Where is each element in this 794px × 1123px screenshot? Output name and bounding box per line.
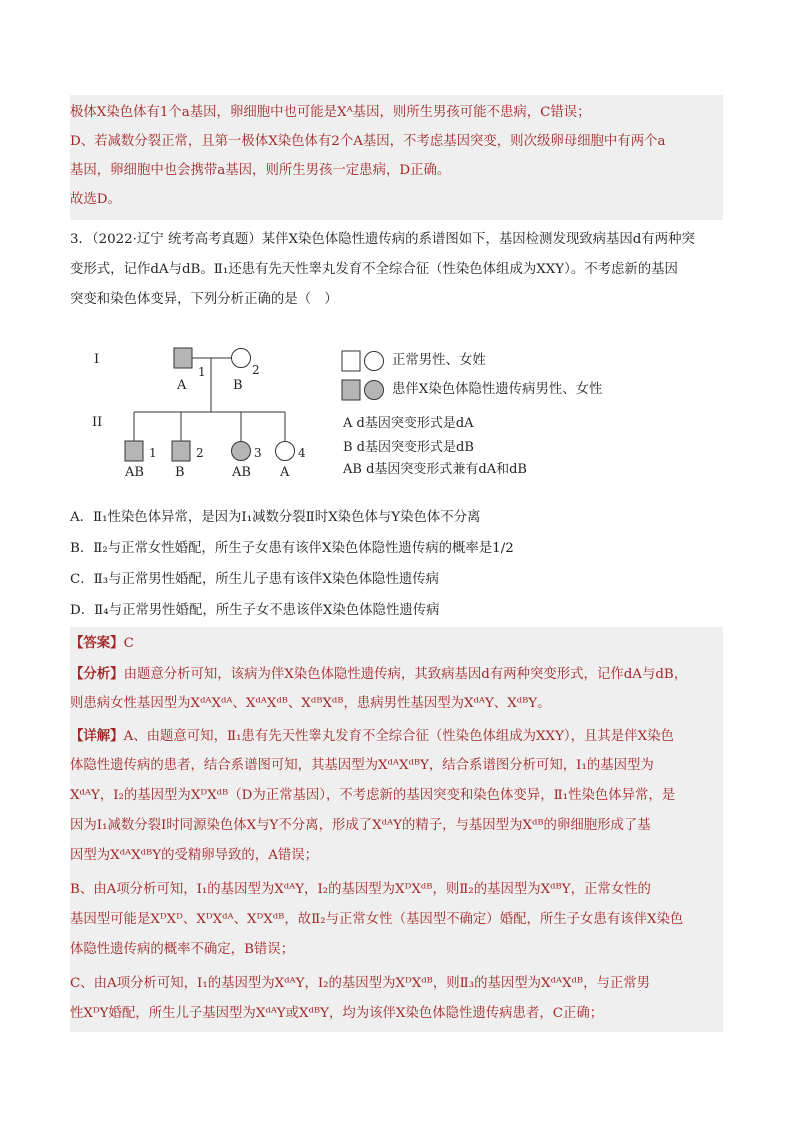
detail-line-8: 体隐性遗传病的概率不确定，B错误；	[70, 942, 295, 957]
II2-affected-male	[172, 441, 190, 461]
analysis-text-1: 由题意分析可知，该病为伴X染色体隐性遗传病，其致病基因d有两种突变形式，记作dA与dB，	[123, 667, 688, 682]
detail-line-10: 性XᴰY婚配，所生儿子基因型为XᵈᴬY或XᵈᴮY，均为该伴X染色体隐性遗传病患者，C正确；	[70, 1006, 604, 1021]
detail-tag: 【详解】	[70, 728, 124, 744]
II2-genotype: B	[175, 465, 185, 480]
note-b: B d基因突变形式是dB	[343, 440, 474, 455]
note-ab: AB d基因突变形式兼有dA和dB	[343, 462, 527, 477]
II1-number: 1	[149, 446, 157, 460]
legend-normal-male-symbol	[342, 351, 360, 371]
II3-number: 3	[254, 446, 262, 460]
answer-line	[70, 633, 134, 654]
II3-affected-female	[232, 442, 251, 461]
II1-affected-male	[125, 441, 143, 461]
detail-line-5: 因型为XᵈᴬXᵈᴮY的受精卵导致的，A错误；	[70, 848, 319, 863]
answer-tag: 【答案】	[70, 635, 124, 651]
analysis-line-2: 则患病女性基因型为XᵈᴬXᵈᴬ、XᵈᴬXᵈᴮ、XᵈᴮXᵈᴮ，患病男性基因型为XᵈᴬY、XᵈᴮY。	[70, 696, 551, 711]
detail-line-2: 体隐性遗传病的患者，结合系谱图可知，其基因型为XᵈᴬXᵈᴮY，结合系谱图分析可知，Ⅰ₁的基因型为	[70, 758, 654, 773]
option-c: C．Ⅱ₃与正常男性婚配，所生儿子患有该伴X染色体隐性遗传病	[70, 572, 440, 587]
detail-line-1	[70, 726, 674, 747]
option-b: B．Ⅱ₂与正常女性婚配，所生子女患有该伴X染色体隐性遗传病的概率是1/2	[70, 541, 514, 556]
detail-line-9: C、由A项分析可知，Ⅰ₁的基因型为XᵈᴬY，Ⅰ₂的基因型为XᴰXᵈᴮ，则Ⅱ₃的基因型为XᵈᴬXᵈᴮ，与正常男	[70, 976, 651, 991]
II4-genotype: A	[280, 465, 290, 480]
pedigree-figure	[0, 0, 794, 500]
option-d: D．Ⅱ₄与正常男性婚配，所生子女不患该伴X染色体隐性遗传病	[70, 603, 440, 618]
I2-number: 2	[252, 363, 260, 377]
question-line-1: 3．（2022·辽宁 统考高考真题）某伴X染色体隐性遗传病的系谱图如下，基因检测发现致病基因d有两种突	[70, 232, 695, 247]
generation-II-label: II	[92, 415, 103, 430]
solution-block	[70, 627, 723, 1032]
legend-normal-label: 正常男性、女姓	[392, 353, 486, 368]
prev-line-4: 故选D。	[70, 192, 121, 207]
II4-number: 4	[298, 446, 306, 460]
detail-text-1: A、由题意可知，Ⅱ₁患有先天性睾丸发育不全综合征（性染色体组成为XXY），且其是伴X染色	[123, 729, 674, 744]
analysis-tag: 【分析】	[70, 666, 124, 682]
II3-genotype: AB	[232, 465, 251, 480]
I1-number: 1	[198, 365, 206, 379]
detail-line-3: XᵈᴬY，Ⅰ₂的基因型为XᴰXᵈᴮ（D为正常基因），不考虑新的基因突变和染色体变异，Ⅱ₁性染色体异常，是	[70, 788, 676, 803]
detail-line-4: 因为Ⅰ₁减数分裂Ⅰ时同源染色体X与Y不分离，形成了XᵈᴬY的精子，与基因型为Xᵈᴮ的卵细胞形成了基	[70, 818, 651, 833]
option-a: A．Ⅱ₁性染色体异常，是因为Ⅰ₁减数分裂Ⅱ时X染色体与Y染色体不分离	[70, 510, 481, 525]
detail-line-7: 基因型可能是XᴰXᴰ、XᴰXᵈᴬ、XᴰXᵈᴮ，故Ⅱ₂与正常女性（基因型不确定）婚配，所生子女患有该伴X染色	[70, 912, 684, 927]
legend-affected-label: 患伴X染色体隐性遗传病男性、女性	[392, 382, 603, 397]
I2-normal-female	[232, 349, 251, 368]
prev-line-3: 基因，卵细胞中也会携带a基因，则所生男孩一定患病，D正确。	[70, 163, 451, 178]
I1-genotype: A	[177, 378, 187, 393]
I2-genotype: B	[233, 378, 243, 393]
question-line-3: 突变和染色体变异，下列分析正确的是（ ）	[70, 292, 338, 307]
analysis-line-1	[70, 664, 687, 685]
I1-affected-male	[174, 348, 192, 368]
prev-line-1: 极体X染色体有1个a基因，卵细胞中也可能是Xᴬ基因，则所生男孩可能不患病，C错误；	[70, 105, 591, 120]
legend-affected-male-symbol	[342, 380, 360, 400]
legend-normal-female-symbol	[365, 352, 384, 371]
legend-affected-female-symbol	[365, 381, 384, 400]
II1-genotype: AB	[125, 465, 144, 480]
generation-I-label: I	[94, 352, 100, 367]
prev-line-2: D、若减数分裂正常，且第一极体X染色体有2个A基因，不考虑基因突变，则次级卵母细胞中有两个a	[70, 134, 666, 149]
question-line-2: 变形式，记作dA与dB。Ⅱ₁还患有先天性睾丸发育不全综合征（性染色体组成为XXY）。不考虑新的基因	[70, 262, 678, 277]
note-a: A d基因突变形式是dA	[343, 416, 474, 431]
II4-normal-female	[276, 442, 295, 461]
answer-value: C	[123, 636, 134, 651]
II2-number: 2	[196, 446, 204, 460]
detail-line-6: B、由A项分析可知，Ⅰ₁的基因型为XᵈᴬY，Ⅰ₂的基因型为XᴰXᵈᴮ，则Ⅱ₂的基因型为XᵈᴮY，正常女性的	[70, 882, 651, 897]
